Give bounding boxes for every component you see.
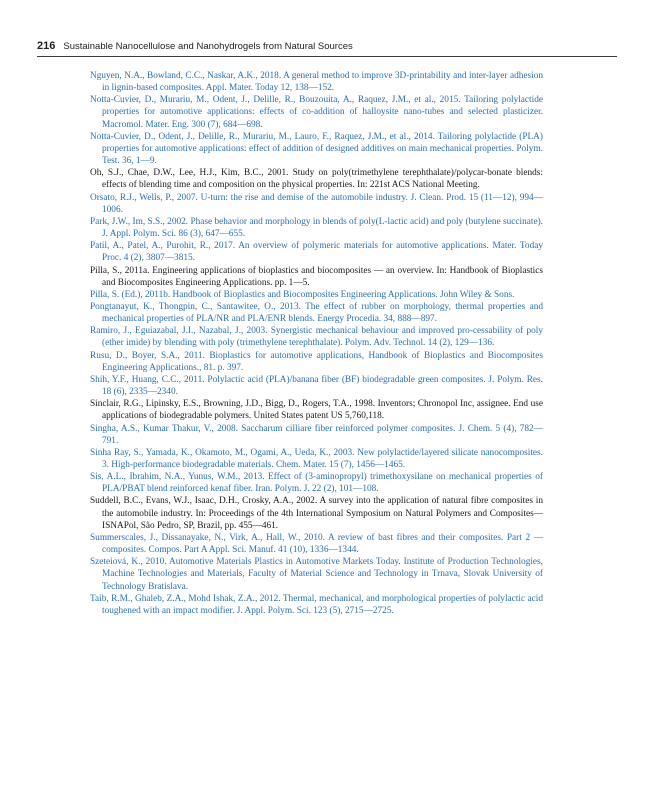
reference-link[interactable]: Summerscales, J., Dissanayake, N., Virk, A., Hall, W., 2010. A review of bast fibres and their composites. Part 2 — composites. Compos. Part A Appl. Sci. Manuf. 41 (10), 1336—1344.	[90, 532, 543, 556]
reference-link[interactable]: Shih, Y.F., Huang, C.C., 2011. Polylactic acid (PLA)/banana fiber (BF) biodegradable green composites. J. Polym. Res. 18 (6), 2335—2340.	[90, 374, 543, 398]
reference-link[interactable]: Taib, R.M., Ghaleb, Z.A., Mohd Ishak, Z.A., 2012. Thermal, mechanical, and morphological properties of polylactic acid toughened with an impact modifier. J. Appl. Polym. Sci. 123 (5), 2715—2725.	[90, 593, 543, 616]
reference-link[interactable]: Notta-Cuvier, D., Murariu, M., Odent, J., Delille, R., Bouzouita, A., Raquez, J.M., et al., 2015. Tailoring polylactide properties for automotive applications: effects of co-addition of halloysite nano-tubes and selected plasticizer. Macromol. Mater. Eng. 300 (7), 684—698.	[90, 95, 543, 130]
running-header	[37, 40, 617, 56]
reference-link[interactable]: Rusu, D., Boyer, S.A., 2011. Bioplastics for automotive applications, Handbook of Bioplastics and Biocomposites Engineering Applications., 81. p. 397.	[90, 350, 543, 373]
reference-link[interactable]: Park, J.W., Im, S.S., 2002. Phase behavior and morphology in blends of poly(L-lactic acid) and poly (butylene succinate). J. Appl. Polym. Sci. 86 (3), 647—655.	[90, 216, 543, 240]
reference-entry: Sinclair, R.G., Lipinsky, E.S., Browning, J.D., Bigg, D., Rogers, T.A., 1998. Inventors; Chronopol Inc, assignee. End use applications of biodegradable polymers. United States patent US 5,760,118.	[90, 399, 543, 422]
header-rule	[37, 56, 617, 57]
reference-link[interactable]: Orsato, R.J., Wells, P., 2007. U-turn: the rise and demise of the automobile industry. J. Clean. Prod. 15 (11—12), 994—1006.	[90, 192, 543, 215]
book-title: Sustainable Nanocellulose and Nanohydrogels from Natural Sources	[63, 41, 353, 52]
reference-entry: Pilla, S., 2011a. Engineering applications of bioplastics and biocomposites — an overview. In: Handbook of Bioplastics and Biocomposites Engineering Applications. pp. 1—5.	[90, 265, 543, 288]
reference-link[interactable]: Szeteiová, K., 2010. Automotive Materials Plastics in Automotive Markets Today. Institute of Production Technologies, Machine Technologies and Materials, Faculty of Material Science and Technology in Trnava, Slovak University of Technology Bratislava.	[90, 557, 543, 592]
reference-link[interactable]: Pilla, S. (Ed.), 2011b. Handbook of Bioplastics and Biocomposites Engineering Applications. John Wiley & Sons.	[90, 289, 515, 300]
reference-link[interactable]: Patil, A., Patel, A., Purohit, R., 2017. An overview of polymeric materials for automotive applications. Mater. Today Proc. 4 (2), 3807—3815.	[90, 241, 543, 264]
reference-link[interactable]: Pongtanayut, K., Thongpin, C., Santawitee, O., 2013. The effect of rubber on morphology, thermal properties and mechanical properties of PLA/NR and PLA/ENR blends. Energy Procedia. 34, 888—897.	[90, 301, 543, 325]
reference-list	[90, 70, 543, 617]
page-number: 216	[37, 40, 56, 52]
reference-link[interactable]: Notta-Cuvier, D., Odent, J., Delille, R., Murariu, M., Lauro, F., Raquez, J.M., et al., 2014. Tailoring polylactide (PLA) properties for automotive applications: effect of addition of designed additives on main mechanical properties. Polym. Test. 36, 1—9.	[90, 131, 543, 167]
reference-link[interactable]: Sis, A.L., Ibrahim, N.A., Yunus, W.M., 2013. Effect of (3-aminopropyl) trimethoxysilane on mechanical properties of PLA/PBAT blend reinforced kenaf fiber. Iran. Polym. J. 22 (2), 101—108.	[90, 472, 543, 495]
reference-link[interactable]: Singha, A.S., Kumar Thakur, V., 2008. Saccharum cilliare fiber reinforced polymer composites. J. Chem. 5 (4), 782—791.	[90, 423, 543, 446]
reference-link[interactable]: Ramiro, J., Eguiazabal, J.I., Nazabal, J., 2003. Synergistic mechanical behaviour and improved pro-cessability of poly (ether imide) by blending with poly (trimethylene terephthalate). Polym. Adv. Technol. 14 (2), 129—136.	[90, 326, 543, 349]
reference-entry: Suddell, B.C., Evans, W.J., Isaac, D.H., Crosky, A.A., 2002. A survey into the application of natural fibre composites in the automobile industry. In: Proceedings of the 4th International Symposium on Natural Polymers and Composites—ISNAPol, São Pedro, SP, Brazil, pp. 455—461.	[90, 496, 543, 531]
reference-link[interactable]: Sinha Ray, S., Yamada, K., Okamoto, M., Ogami, A., Ueda, K., 2003. New polylactide/layered silicate nanocomposites. 3. High-performance biodegradable materials. Chem. Mater. 15 (7), 1456—1465.	[90, 447, 543, 470]
reference-entry: Oh, S.J., Chae, D.W., Lee, H.J., Kim, B.C., 2001. Study on poly(trimethylene terephthalate)/polycar-bonate blends: effects of blending time and composition on the physical properties. In: 221st ACS National Meeting.	[90, 168, 543, 191]
reference-link[interactable]: Nguyen, N.A., Bowland, C.C., Naskar, A.K., 2018. A general method to improve 3D-printability and inter-layer adhesion in lignin-based composites. Appl. Mater. Today 12, 138—152.	[90, 71, 543, 94]
